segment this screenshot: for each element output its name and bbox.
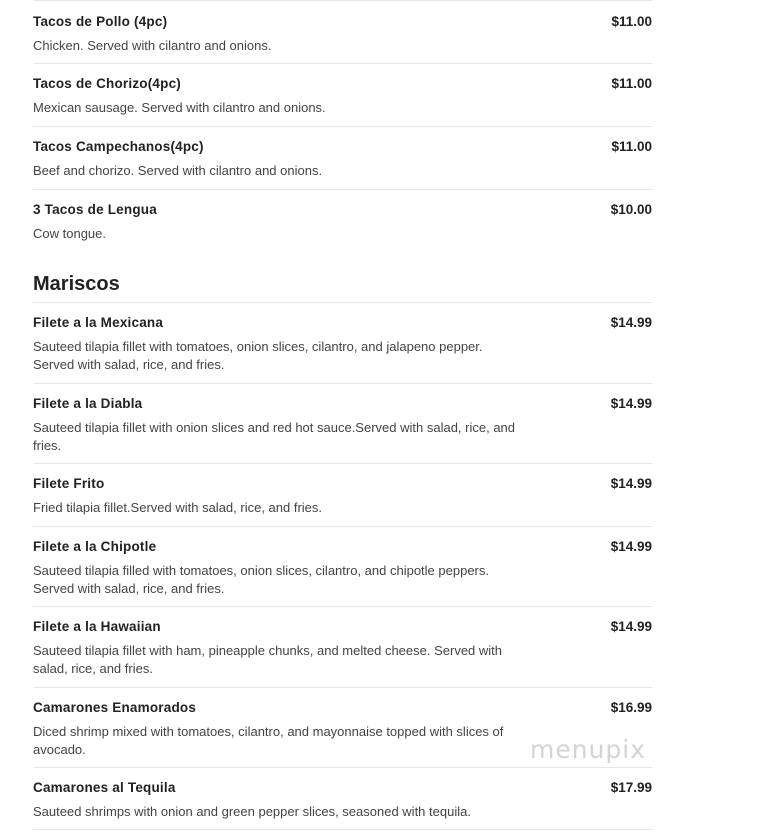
item-price: $17.99 (610, 780, 652, 795)
item-name: Tacos Campechanos(4pc) (33, 139, 204, 154)
item-name: Filete a la Diabla (33, 396, 143, 411)
menu-item (33, 302, 652, 383)
item-name: Camarones Enamorados (33, 700, 197, 715)
item-name: Filete a la Hawaiian (33, 619, 161, 634)
item-name: 3 Tacos de Lengua (33, 202, 157, 217)
item-description: Sauteed tilapia fillet with tomatoes, onion slices, cilantro, and jalapeno pepper. Served with salad, rice, and fries. (33, 339, 483, 372)
menu-item (33, 606, 652, 687)
item-description: Beef and chorizo. Served with cilantro and onions. (33, 163, 323, 178)
item-description: Sauteed tilapia fillet with ham, pineapple chunks, and melted cheese. Served with salad, rice, and fries. (33, 643, 503, 676)
item-price: $14.99 (610, 476, 652, 491)
item-price: $14.99 (610, 315, 652, 330)
menu-item (33, 383, 652, 463)
item-description: Chicken. Served with cilantro and onions. (33, 38, 272, 53)
item-price: $11.00 (611, 14, 652, 29)
item-name: Tacos de Chorizo(4pc) (33, 76, 181, 91)
menu-content (33, 0, 652, 830)
item-description: Mexican sausage. Served with cilantro and onions. (33, 100, 326, 115)
item-description: Fried tilapia fillet.Served with salad, rice, and fries. (33, 500, 323, 515)
item-price: $14.99 (610, 539, 652, 554)
item-name: Tacos de Pollo (4pc) (33, 14, 168, 29)
item-price: $14.99 (610, 396, 652, 411)
menu-item (33, 526, 652, 606)
item-price: $16.99 (610, 700, 652, 715)
menu-item (33, 63, 652, 126)
item-description: Sauteed shrimps with onion and green pepper slices, seasoned with tequila. (33, 804, 471, 819)
menu-item (33, 767, 652, 830)
item-description: Cow tongue. (33, 226, 106, 241)
item-name: Filete Frito (33, 476, 105, 491)
menu-item (33, 189, 652, 252)
item-name: Camarones al Tequila (33, 780, 176, 795)
item-price: $10.00 (610, 202, 652, 217)
item-price: $14.99 (610, 619, 652, 634)
item-price: $11.00 (611, 76, 652, 91)
item-price: $11.00 (611, 139, 652, 154)
menu-item (33, 0, 652, 63)
menu-item (33, 126, 652, 189)
item-description: Sauteed tilapia filled with tomatoes, onion slices, cilantro, and chipotle peppers. Served with salad, rice, and fries. (33, 563, 489, 596)
menu-item (33, 463, 652, 526)
item-description: Diced shrimp mixed with tomatoes, cilantro, and mayonnaise topped with slices of avocado. (33, 724, 504, 757)
item-name: Filete a la Chipotle (33, 539, 157, 554)
item-name: Filete a la Mexicana (33, 315, 164, 330)
section-title-mariscos: Mariscos (33, 273, 120, 295)
watermark-logo: menupix (530, 735, 647, 764)
item-description: Sauteed tilapia fillet with onion slices and red hot sauce.Served with salad, rice, and fries. (33, 420, 516, 453)
